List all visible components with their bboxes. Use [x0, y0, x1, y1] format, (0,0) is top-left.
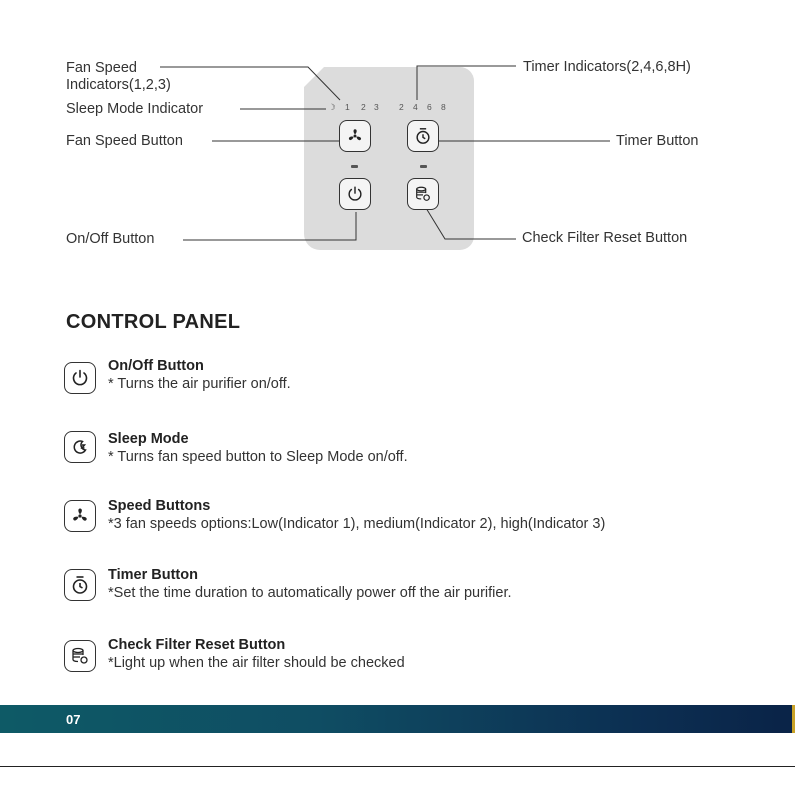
- power-icon: [70, 368, 90, 388]
- fan-icon-box: [64, 500, 96, 532]
- sleep-icon-box: [64, 431, 96, 463]
- timer-icon: [414, 127, 432, 145]
- fan-indicator-3: 3: [374, 102, 379, 112]
- fan-indicator-2: 2: [361, 102, 366, 112]
- panel-filter-button: [407, 178, 439, 210]
- leader-fan-indicators: [160, 67, 340, 100]
- timer-icon-box: [64, 569, 96, 601]
- led-right: [420, 165, 427, 168]
- panel-fan-speed-button: [339, 120, 371, 152]
- leader-on-off: [183, 212, 356, 240]
- item-desc-filter: *Light up when the air filter should be checked: [108, 655, 405, 671]
- timer-indicators-label: Timer Indicators(2,4,6,8H): [523, 59, 691, 75]
- timer-indicator-2: 2: [399, 102, 404, 112]
- leader-lines: [0, 0, 795, 300]
- filter-icon: [70, 646, 90, 666]
- timer-icon: [70, 575, 90, 595]
- item-title-speed: Speed Buttons: [108, 498, 211, 514]
- item-title-timer: Timer Button: [108, 567, 198, 583]
- leader-filter: [426, 208, 516, 239]
- timer-button-label: Timer Button: [616, 133, 699, 149]
- item-title-on-off: On/Off Button: [108, 358, 204, 374]
- fan-speed-button-label: Fan Speed Button: [66, 133, 183, 149]
- item-desc-timer: *Set the time duration to automatically power off the air purifier.: [108, 585, 512, 601]
- check-filter-reset-button-label: Check Filter Reset Button: [522, 230, 688, 246]
- footer-bar: [0, 705, 795, 733]
- power-icon-box: [64, 362, 96, 394]
- fan-speed-indicators-label: Fan Speed Indicators(1,2,3): [66, 60, 171, 93]
- sleep-indicator-icon: ☽: [328, 102, 336, 112]
- power-icon: [346, 185, 364, 203]
- item-desc-speed: *3 fan speeds options:Low(Indicator 1), medium(Indicator 2), high(Indicator 3): [108, 516, 606, 532]
- filter-icon-box: [64, 640, 96, 672]
- timer-indicator-4: 4: [413, 102, 418, 112]
- bottom-rule: [0, 766, 795, 767]
- timer-indicator-6: 6: [427, 102, 432, 112]
- item-title-sleep: Sleep Mode: [108, 431, 189, 447]
- page-number: 07: [66, 712, 81, 727]
- fan-icon: [346, 127, 364, 145]
- filter-icon: [414, 185, 432, 203]
- sleep-mode-indicator-label: Sleep Mode Indicator: [66, 101, 204, 117]
- fan-indicator-1: 1: [345, 102, 350, 112]
- leader-timer-indicators: [417, 66, 516, 100]
- item-title-filter: Check Filter Reset Button: [108, 637, 286, 653]
- fan-icon: [70, 506, 90, 526]
- sleep-moon-icon: [70, 437, 90, 457]
- on-off-button-label: On/Off Button: [66, 231, 155, 247]
- section-title: CONTROL PANEL: [66, 311, 241, 333]
- panel-timer-button: [407, 120, 439, 152]
- item-desc-sleep: * Turns fan speed button to Sleep Mode on/off.: [108, 449, 408, 465]
- item-desc-on-off: * Turns the air purifier on/off.: [108, 376, 291, 392]
- timer-indicator-8: 8: [441, 102, 446, 112]
- led-left: [351, 165, 358, 168]
- panel-on-off-button: [339, 178, 371, 210]
